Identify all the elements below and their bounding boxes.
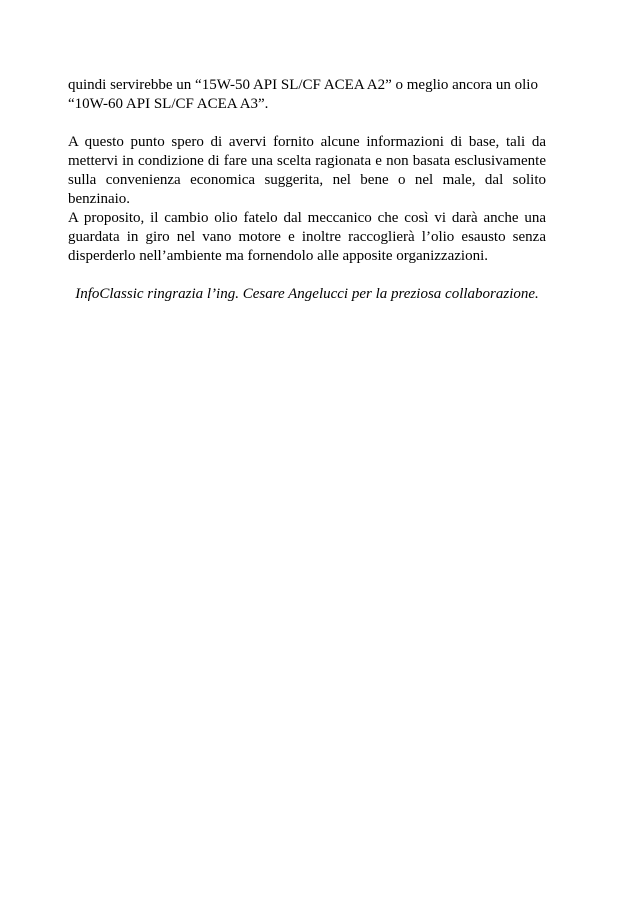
paragraph-spacer <box>68 266 546 285</box>
paragraph-spacer <box>68 114 546 133</box>
paragraph-conclusion: A questo punto spero di avervi fornito alcune informazioni di base, tali da mettervi in condizione di fare una scelta ragionata e non basata esclusivamente sulla convenienza economica suggerita, nel bene o nel male, dal solito benzinaio. <box>68 134 546 207</box>
body-text <box>68 76 546 304</box>
acknowledgement-signoff: InfoClassic ringrazia l’ing. Cesare Angelucci per la preziosa collaborazione. <box>75 286 539 302</box>
paragraph-oil-change-advice: A proposito, il cambio olio fatelo dal meccanico che così vi darà anche una guardata in giro nel vano motore e inoltre raccoglierà l’olio esausto senza disperderlo nell’ambiente ma fornendolo alle apposite organizzazioni. <box>68 210 546 264</box>
paragraph-oil-recommendation: quindi servirebbe un “15W-50 API SL/CF ACEA A2” o meglio ancora un olio “10W-60 API SL/CF ACEA A3”. <box>68 77 538 112</box>
